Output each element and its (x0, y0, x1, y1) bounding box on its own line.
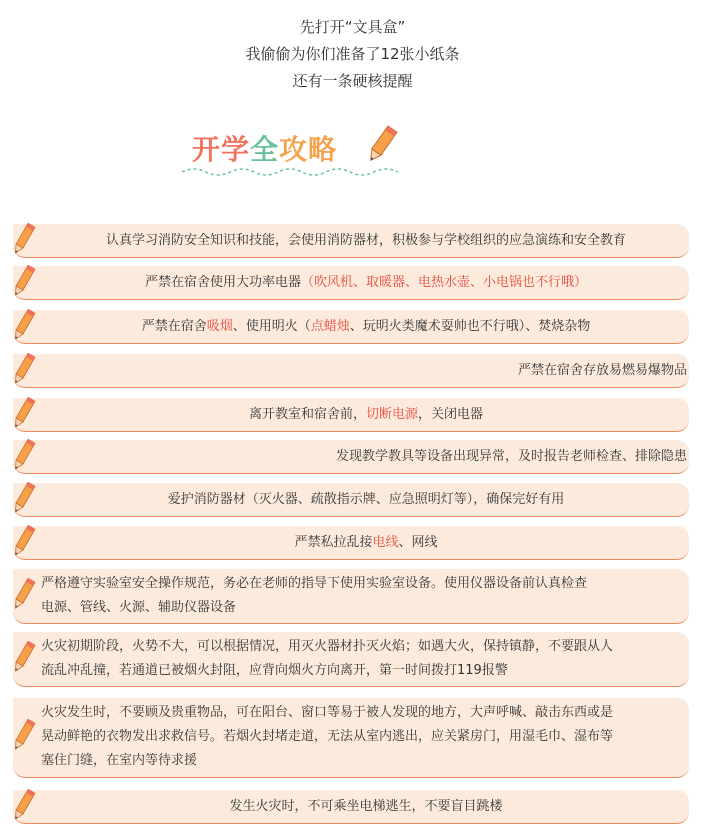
item-highlight: 切断电源 (365, 407, 418, 422)
item-text: 火灾发生时，不要顾及贵重物品，可在阳台、窗口等易于被人发现的地方，大声呼喊、敲击东西或是 (41, 705, 614, 720)
intro-line-3: 还有一条硬核提醒 (292, 72, 413, 90)
pencil-icon (9, 352, 37, 388)
section-title (180, 122, 410, 184)
list-item (13, 698, 689, 778)
list-item (13, 569, 689, 624)
item-highlight: 点蜡烛 (310, 319, 350, 334)
item-text: 严禁在宿舍 (141, 319, 207, 334)
intro-line-2: 我偷偷为你们准备了12张小纸条 (245, 45, 460, 63)
item-text: 严禁在宿舍使用大功率电器 (144, 275, 301, 290)
list-item (13, 310, 689, 344)
pencil-icon (9, 788, 37, 824)
wave-decoration (180, 164, 410, 180)
item-highlight: 电线 (372, 535, 399, 550)
intro-line-1: 先打开“文具盒” (299, 18, 406, 36)
item-text: ，关闭电器 (418, 407, 484, 422)
item-text: 晃动鲜艳的衣物发出求救信号。若烟火封堵走道，无法从室内逃出，应关紧房门，用湿毛巾、湿布等 (41, 729, 614, 744)
item-text: 火灾初期阶段，火势不大，可以根据情况，用灭火器材扑灭火焰；如遇大火，保持镇静，不要跟从人 (41, 639, 614, 654)
item-text: 发现教学教具等设备出现异常，及时报告老师检查、排除隐患 (335, 449, 687, 464)
item-text: 、使用明火（ (232, 319, 311, 334)
item-text: 爱护消防器材（灭火器、疏散指示牌、应急照明灯等），确保完好有用 (167, 492, 565, 507)
item-text: 离开教室和宿舍前， (248, 407, 366, 422)
pencil-icon (9, 640, 37, 676)
list-item (13, 526, 689, 560)
item-text: 严禁私拉乱接 (294, 535, 373, 550)
list-item (13, 632, 689, 687)
pencil-icon (9, 438, 37, 474)
pencil-icon (9, 524, 37, 560)
list-item (13, 224, 689, 258)
pencil-icon (9, 396, 37, 432)
list-item (13, 266, 689, 300)
pencil-icon (9, 222, 37, 258)
pencil-icon (9, 481, 37, 517)
item-text: 、玩明火类魔术耍帅也不行哦）、焚烧杂物 (349, 319, 591, 334)
list-item (13, 483, 689, 517)
pencil-icon (9, 308, 37, 344)
list-item (13, 440, 689, 474)
list-item (13, 398, 689, 432)
list-item (13, 790, 689, 824)
item-highlight: （吹风机、取暖器、电热水壶、小电锅也不行哦） (301, 275, 588, 290)
item-text: 塞住门缝，在室内等待求援 (41, 753, 198, 768)
title-part-1: 开学 (192, 133, 251, 166)
item-highlight: 吸烟 (206, 319, 233, 334)
item-text: 认真学习消防安全知识和技能，会使用消防器材，积极参与学校组织的应急演练和安全教育 (105, 233, 626, 248)
pencil-icon (9, 577, 37, 613)
title-text (192, 128, 337, 168)
pencil-icon (9, 264, 37, 300)
item-text: 发生火灾时，不可乘坐电梯逃生，不要盲目跳楼 (229, 799, 503, 814)
pencil-icon (364, 124, 400, 166)
item-text: 、网线 (398, 535, 438, 550)
item-text: 严格遵守实验室安全操作规范，务必在老师的指导下使用实验室设备。使用仪器设备前认真检查 (41, 576, 588, 591)
intro-text (0, 14, 705, 95)
item-text: 严禁在宿舍存放易燃易爆物品 (517, 363, 687, 378)
title-part-3: 攻略 (279, 133, 338, 166)
pencil-icon (9, 718, 37, 754)
list-item (13, 354, 689, 388)
item-text: 流乱冲乱撞，若通道已被烟火封阻，应背向烟火方向离开，第一时间拨打119报警 (41, 663, 508, 678)
item-text: 电源、管线、火源、辅助仪器设备 (41, 600, 237, 615)
title-part-2: 全 (250, 133, 280, 166)
